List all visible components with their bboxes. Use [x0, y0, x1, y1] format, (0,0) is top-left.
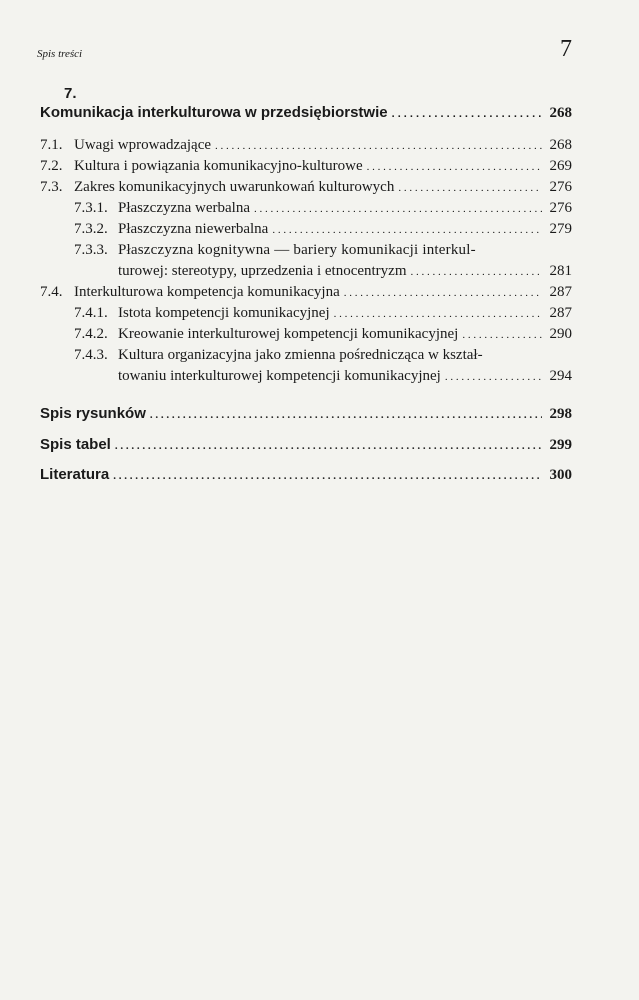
- leader-dots: [115, 440, 542, 452]
- entry-number: 7.4.1.: [74, 305, 108, 321]
- page-ref: 269: [549, 158, 572, 174]
- toc-entry-7-3-2: [74, 221, 572, 238]
- page-ref: 290: [549, 326, 572, 342]
- page-header: [37, 36, 572, 66]
- entry-number: 7.3.2.: [74, 221, 108, 237]
- entry-title: Kreowanie interkulturowej kompetencji komunikacyjnej: [118, 326, 459, 342]
- toc-entry-7-4-2: [74, 326, 572, 343]
- toc-entry-7-3-3: [74, 242, 572, 259]
- entry-number: 7.2.: [40, 158, 63, 174]
- leader-dots: [113, 470, 542, 482]
- leader-dots: [398, 182, 542, 194]
- entry-title: Kultura organizacyjna jako zmienna pośrednicząca w kształ-: [118, 347, 483, 363]
- leader-dots: [392, 108, 542, 120]
- entry-title: Płaszczyzna kognitywna — bariery komunikacji interkul-: [118, 242, 476, 258]
- toc-entry-7-2: [40, 158, 572, 175]
- page-ref: 279: [549, 221, 572, 237]
- page-ref: 268: [549, 137, 572, 153]
- back-matter-title: Literatura: [40, 466, 110, 483]
- page-ref: 276: [549, 200, 572, 216]
- page-ref: 268: [549, 105, 572, 121]
- toc-spis-tabel: [40, 436, 572, 454]
- leader-dots: [334, 308, 542, 320]
- entry-title: Zakres komunikacyjnych uwarunkowań kulturowych: [74, 179, 395, 195]
- entry-title: Płaszczyzna niewerbalna: [118, 221, 269, 237]
- leader-dots: [344, 287, 542, 299]
- entry-number: 7.4.: [40, 284, 63, 300]
- toc-entry-7-1: [40, 137, 572, 154]
- page-ref: 300: [549, 467, 572, 483]
- toc-entry-7-3: [40, 179, 572, 196]
- leader-dots: [254, 203, 542, 215]
- entry-title: Kultura i powiązania komunikacyjno-kulturowe: [74, 158, 363, 174]
- page-ref: 299: [549, 437, 572, 453]
- toc-entry-7-3-1: [74, 200, 572, 217]
- toc-entry-7-4-3: [74, 347, 572, 364]
- page-number: 7: [560, 36, 572, 62]
- leader-dots: [272, 224, 542, 236]
- chapter-title: Komunikacja interkulturowa w przedsiębiorstwie: [40, 104, 388, 121]
- page-ref: 281: [549, 263, 572, 279]
- entry-number: 7.1.: [40, 137, 63, 153]
- toc-chapter-7: [40, 104, 572, 122]
- toc-spis-rysunkow: [40, 405, 572, 423]
- leader-dots: [411, 266, 543, 278]
- page-ref: 287: [549, 305, 572, 321]
- entry-title-continued: turowej: stereotypy, uprzedzenia i etnocentryzm: [118, 263, 407, 279]
- page-ref: 287: [549, 284, 572, 300]
- leader-dots: [150, 409, 542, 421]
- entry-number: 7.4.2.: [74, 326, 108, 342]
- toc-entry-7-3-3-cont: [118, 263, 572, 280]
- leader-dots: [367, 161, 542, 173]
- page-ref: 298: [549, 406, 572, 422]
- entry-title: Uwagi wprowadzające: [74, 137, 212, 153]
- toc-entry-7-4-3-cont: [118, 368, 572, 385]
- back-matter-title: Spis rysunków: [40, 405, 146, 422]
- leader-dots: [445, 371, 542, 383]
- running-title: Spis treści: [37, 48, 83, 60]
- entry-number: 7.4.3.: [74, 347, 108, 363]
- back-matter-title: Spis tabel: [40, 436, 111, 453]
- page-ref: 276: [549, 179, 572, 195]
- entry-number: 7.3.3.: [74, 242, 108, 258]
- entry-title: Istota kompetencji komunikacyjnej: [118, 305, 330, 321]
- entry-number: 7.3.1.: [74, 200, 108, 216]
- toc-entry-7-4-1: [74, 305, 572, 322]
- toc-entry-7-4: [40, 284, 572, 301]
- chapter-number: 7.: [64, 85, 77, 102]
- entry-title-continued: towaniu interkulturowej kompetencji komunikacyjnej: [118, 368, 441, 384]
- toc-literatura: [40, 466, 572, 484]
- entry-number: 7.3.: [40, 179, 63, 195]
- leader-dots: [462, 329, 542, 341]
- leader-dots: [215, 140, 542, 152]
- page-ref: 294: [549, 368, 572, 384]
- entry-title: Płaszczyzna werbalna: [118, 200, 251, 216]
- entry-title: Interkulturowa kompetencja komunikacyjna: [74, 284, 340, 300]
